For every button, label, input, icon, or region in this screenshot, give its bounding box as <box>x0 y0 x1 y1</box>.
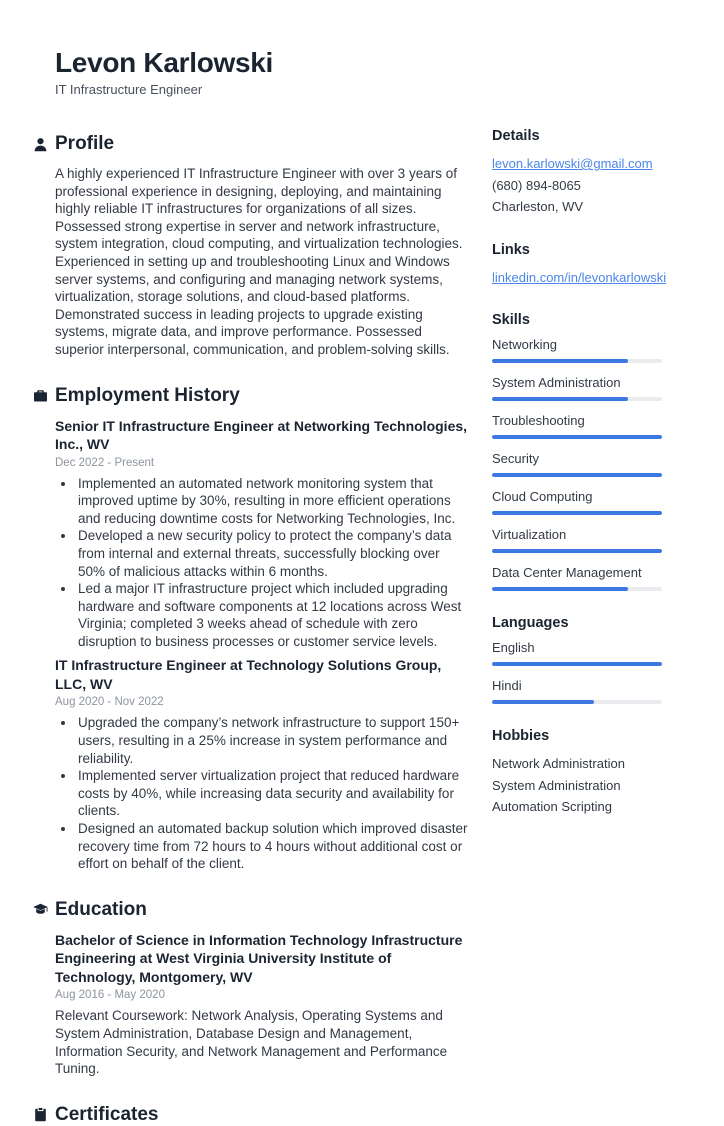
person-icon <box>33 137 48 152</box>
email-link[interactable]: levon.karlowski@gmail.com <box>492 156 653 171</box>
skill-item <box>492 337 662 363</box>
skill-item <box>492 565 662 591</box>
language-item <box>492 678 662 704</box>
job-bullet: • Implemented an automated network monitoring system that improved uptime by 30%, resulting in more efficient operations and reducing downtime costs for Networking Technologies, Inc. <box>76 475 470 528</box>
skill-bar-fill <box>492 549 662 553</box>
job-dates: Dec 2022 - Present <box>55 456 155 469</box>
language-item <box>492 640 662 666</box>
skill-bar-fill <box>492 435 662 439</box>
job-bullet: • Designed an automated backup solution which improved disaster recovery time from 72 hours to 4 hours without additional cost or effort on behalf of the client. <box>76 820 470 873</box>
skill-item <box>492 451 662 477</box>
hobbies-heading: Hobbies <box>492 728 550 744</box>
certificates-heading <box>33 1104 470 1126</box>
skills-heading: Skills <box>492 312 530 328</box>
hobby-item: Network Administration <box>492 756 625 771</box>
education-description: Relevant Coursework: Network Analysis, Operating Systems and System Administration, Database Design and Management, Information Security, and Network Management and Performance Tuning. <box>55 1008 448 1077</box>
details-heading: Details <box>492 128 540 144</box>
sidebar <box>492 128 667 1023</box>
location: Charleston, WV <box>492 199 584 214</box>
skill-item <box>492 489 662 515</box>
skill-bar-track <box>492 359 662 363</box>
education-heading <box>33 899 470 921</box>
section-profile <box>33 133 470 359</box>
section-certificates <box>33 1104 470 1126</box>
education-dates: Aug 2016 - May 2020 <box>55 989 165 1002</box>
skill-bar-track <box>492 435 662 439</box>
skill-bar-track <box>492 473 662 477</box>
phone-number: (680) 894-8065 <box>492 177 581 193</box>
briefcase-icon <box>33 388 48 403</box>
education-entry <box>55 931 470 1078</box>
skill-label: System Administration <box>492 375 621 390</box>
skill-label: Virtualization <box>492 527 567 542</box>
skill-bar-fill <box>492 587 628 591</box>
skill-label: Troubleshooting <box>492 413 585 428</box>
details-group <box>492 128 662 218</box>
skill-item <box>492 375 662 401</box>
skill-bar-track <box>492 511 662 515</box>
section-employment-history <box>33 385 470 873</box>
skill-label: Data Center Management <box>492 565 642 580</box>
skill-bar-track <box>492 549 662 553</box>
profile-heading-label: Profile <box>55 133 115 154</box>
job-bullet: • Implemented server virtualization project that reduced hardware costs by 40%, while increasing data security and availability for clients. <box>76 767 470 820</box>
employment-heading <box>33 385 470 407</box>
skill-bar-fill <box>492 511 662 515</box>
links-heading: Links <box>492 241 530 258</box>
employment-entry <box>55 656 470 872</box>
candidate-name: Levon Karlowski <box>55 47 274 78</box>
skill-bar-fill <box>492 359 628 363</box>
language-bar-track <box>492 700 662 704</box>
job-bullet: • Led a major IT infrastructure project which included upgrading hardware and software components at 12 locations across West Virginia; completed 3 weeks ahead of schedule with zero disruption to business processes or customer service levels. <box>76 580 470 650</box>
hobby-item: System Administration <box>492 777 621 793</box>
job-bullet-list <box>55 475 470 651</box>
certificates-heading-label: Certificates <box>55 1103 159 1125</box>
links-group <box>492 241 667 289</box>
resume-header <box>55 47 470 97</box>
section-education <box>33 899 470 1078</box>
skill-bar-fill <box>492 397 628 401</box>
job-title: Senior IT Infrastructure Engineer at Networking Technologies, Inc., WV <box>55 417 468 453</box>
languages-heading: Languages <box>492 615 569 631</box>
language-bar-track <box>492 662 662 666</box>
skill-item <box>492 527 662 553</box>
job-bullet-list <box>55 714 470 872</box>
employment-heading-label: Employment History <box>55 384 240 406</box>
profile-heading <box>33 133 470 155</box>
skill-bar-fill <box>492 473 662 477</box>
language-bar-fill <box>492 700 594 704</box>
candidate-job-title: IT Infrastructure Engineer <box>55 82 203 97</box>
linkedin-link[interactable]: linkedin.com/in/levonkarlowski <box>492 269 667 285</box>
job-bullet: • Upgraded the company’s network infrastructure to support 150+ users, resulting in a 25% increase in system performance and reliability. <box>76 714 470 767</box>
job-dates: Aug 2020 - Nov 2022 <box>55 696 164 709</box>
skill-label: Cloud Computing <box>492 489 593 504</box>
job-title: IT Infrastructure Engineer at Technology Solutions Group, LLC, WV <box>55 657 442 692</box>
language-label: English <box>492 640 535 655</box>
hobbies-group <box>492 728 662 818</box>
profile-text: A highly experienced IT Infrastructure Engineer with over 3 years of professional experience in designing, deploying, and maintaining highly reliable IT infrastructures for organizations of all sizes. Possessed strong expertise in server and network infrastructure, system integration, cloud computing, and virtualization technologies. Experienced in setting up and troubleshooting Linux and Windows server systems, and configuring and managing network systems, virtualization, storage solutions, and cloud-based platforms. Demonstrated success in leading projects to upgrade existing systems, migrate data, and improve performance. Possessed superior interpersonal, communication, and problem-solving skills. <box>55 166 463 357</box>
skills-group <box>492 312 662 591</box>
hobby-item: Automation Scripting <box>492 799 612 814</box>
clipboard-icon <box>33 1107 48 1122</box>
employment-entry <box>55 417 470 651</box>
language-bar-fill <box>492 662 662 666</box>
skill-bar-track <box>492 397 662 401</box>
skill-label: Networking <box>492 337 558 352</box>
graduation-cap-icon <box>33 902 48 917</box>
language-label: Hindi <box>492 678 522 693</box>
degree-title: Bachelor of Science in Information Technology Infrastructure Engineering at West Virginia University Institute of Technology, Montgomery, WV <box>55 931 463 985</box>
job-bullet: • Developed a new security policy to protect the company’s data from internal and external threats, successfully blocking over 50% of malicious attacks within 6 months. <box>76 527 470 580</box>
main-column <box>33 47 470 1125</box>
skill-bar-track <box>492 587 662 591</box>
education-heading-label: Education <box>55 898 147 920</box>
skill-label: Security <box>492 451 539 466</box>
skill-item <box>492 413 662 439</box>
languages-group <box>492 615 662 704</box>
